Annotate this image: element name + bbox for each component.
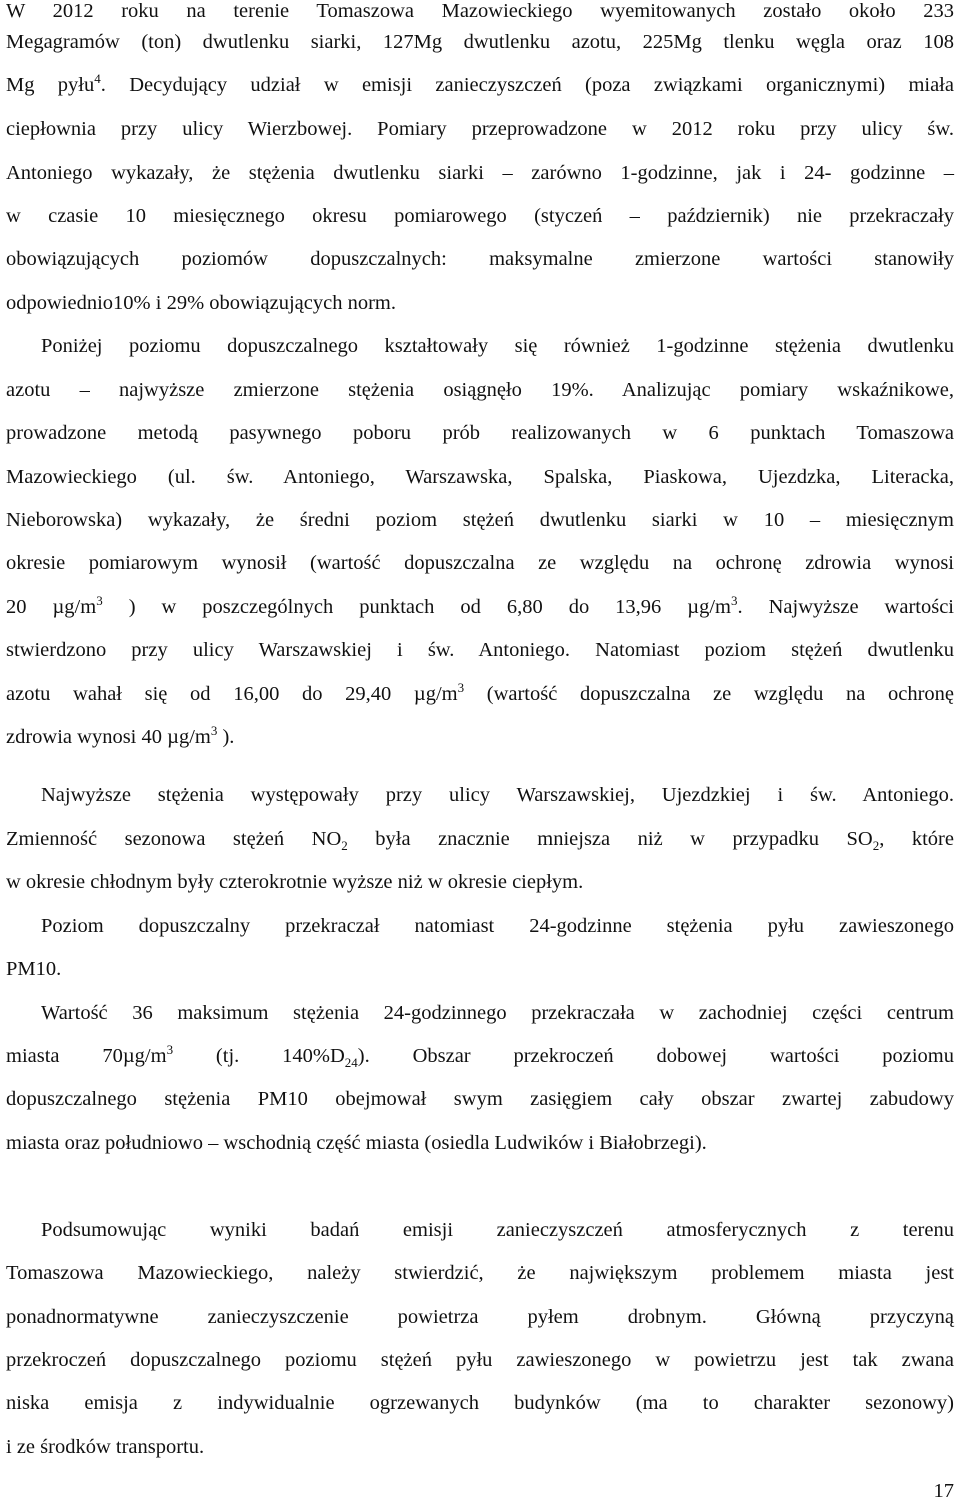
text-line: PM10. <box>6 958 62 980</box>
superscript: 3 <box>96 593 103 609</box>
text-line: i ze środków transportu. <box>6 1436 205 1458</box>
text-line: Megagramów (ton) dwutlenku siarki, 127Mg dwutlenku azotu, 225Mg tlenku węgla oraz 108 <box>6 31 954 53</box>
text-line: niska emisja z indywidualnie ogrzewanych budynków (ma to charakter sezonowy) <box>6 1392 954 1414</box>
text-line: miasta $70\mu g/m^3$ (tj. $140\%D_{24}$). Obszar przekroczeń dobowej wartości poziomu <box>6 1042 954 1071</box>
superscript: 3 <box>166 1042 174 1058</box>
text-line: stwierdzono przy ulicy Warszawskiej i św. Antoniego. Natomiast poziom stężeń dwutlenku <box>6 639 954 661</box>
text-line: azotu – najwyższe zmierzone stężenia osiągnęło 19%. Analizując pomiary wskaźnikowe, <box>6 379 954 401</box>
text-line: Antoniego wykazały, że stężenia dwutlenku siarki – zarówno 1-godzinne, jak i 24- godzinne – <box>6 162 954 184</box>
text-line: prowadzone metodą pasywnego poboru prób realizowanych w 6 punktach Tomaszowa <box>6 422 954 444</box>
text-line: miasta oraz południowo – wschodnią część miasta (osiedla Ludwików i Białobrzegi). <box>6 1132 707 1154</box>
text-line: Poziom dopuszczalny przekraczał natomiast 24-godzinne stężenia pyłu zawieszonego <box>41 915 954 937</box>
text-line: Podsumowując wyniki badań emisji zanieczyszczeń atmosferycznych z terenu <box>41 1219 954 1241</box>
text-line: zdrowia wynosi 40 $\mu g/m^3$ ). <box>6 723 235 748</box>
text-line: Najwyższe stężenia występowały przy ulicy Warszawskiej, Ujezdzkiej i św. Antoniego. <box>41 784 954 806</box>
text-line: w okresie chłodnym były czterokrotnie wyższe niż w okresie ciepłym. <box>6 871 584 893</box>
text-line: dopuszczalnego stężenia PM10 obejmował swym zasięgiem cały obszar zwartej zabudowy <box>6 1088 954 1110</box>
text-line: 20 $\mu g/m^3$ ) w poszczególnych punktach od 6,80 do 13,96 $\mu g/m^3$. Najwyższe wartości <box>6 593 954 618</box>
subscript: 2 <box>872 838 880 854</box>
text-line: Zmienność sezonowa stężeń $NO_2$ była znacznie mniejsza niż w przypadku $SO_2$, które <box>6 828 954 854</box>
text-line: odpowiednio10% i 29% obowiązujących norm. <box>6 292 396 314</box>
text-line: przekroczeń dopuszczalnego poziomu stężeń pyłu zawieszonego w powietrzu jest tak zwana <box>6 1349 954 1371</box>
text-line: okresie pomiarowym wynosił (wartość dopuszczalna ze względu na ochronę zdrowia wynosi <box>6 552 954 574</box>
text-line: Poniżej poziomu dopuszczalnego kształtowały się również 1-godzinne stężenia dwutlenku <box>41 335 954 357</box>
text-line: azotu wahał się od 16,00 do 29,40 $\mu g/m^3$ (wartość dopuszczalna ze względu na ochronę <box>6 680 954 705</box>
superscript: 3 <box>731 593 738 609</box>
text-line: ciepłownia przy ulicy Wierzbowej. Pomiary przeprowadzone w 2012 roku przy ulicy św. <box>6 118 954 140</box>
text-line: ponadnormatywne zanieczyszczenie powietrza pyłem drobnym. Główną przyczyną <box>6 1306 954 1328</box>
footnote-ref: 4 <box>94 71 101 87</box>
text-line: w czasie 10 miesięcznego okresu pomiarowego (styczeń – październik) nie przekraczały <box>6 205 954 227</box>
text-line: obowiązujących poziomów dopuszczalnych: maksymalne zmierzone wartości stanowiły <box>6 248 954 270</box>
page-number: 17 <box>933 1480 954 1502</box>
text-line: Nieborowska) wykazały, że średni poziom stężeń dwutlenku siarki w 10 – miesięcznym <box>6 509 954 531</box>
text-line: Mazowieckiego (ul. św. Antoniego, Warszawska, Spalska, Piaskowa, Ujezdzka, Literacka, <box>6 466 954 488</box>
text-line: Mg pyłu$^4$. Decydujący udział w emisji zanieczyszczeń (poza związkami organicznymi) miała <box>6 71 954 96</box>
subscript: 2 <box>341 838 348 854</box>
text-line: Tomaszowa Mazowieckiego, należy stwierdzić, że największym problemem miasta jest <box>6 1262 954 1284</box>
text-line: W 2012 roku na terenie Tomaszowa Mazowieckiego wyemitowanych zostało około 233 <box>6 0 954 22</box>
superscript: 3 <box>210 723 218 739</box>
superscript: 3 <box>457 680 465 696</box>
text-line: Wartość 36 maksimum stężenia 24-godzinnego przekraczała w zachodniej części centrum <box>41 1002 954 1024</box>
subscript: 24 <box>344 1055 358 1071</box>
